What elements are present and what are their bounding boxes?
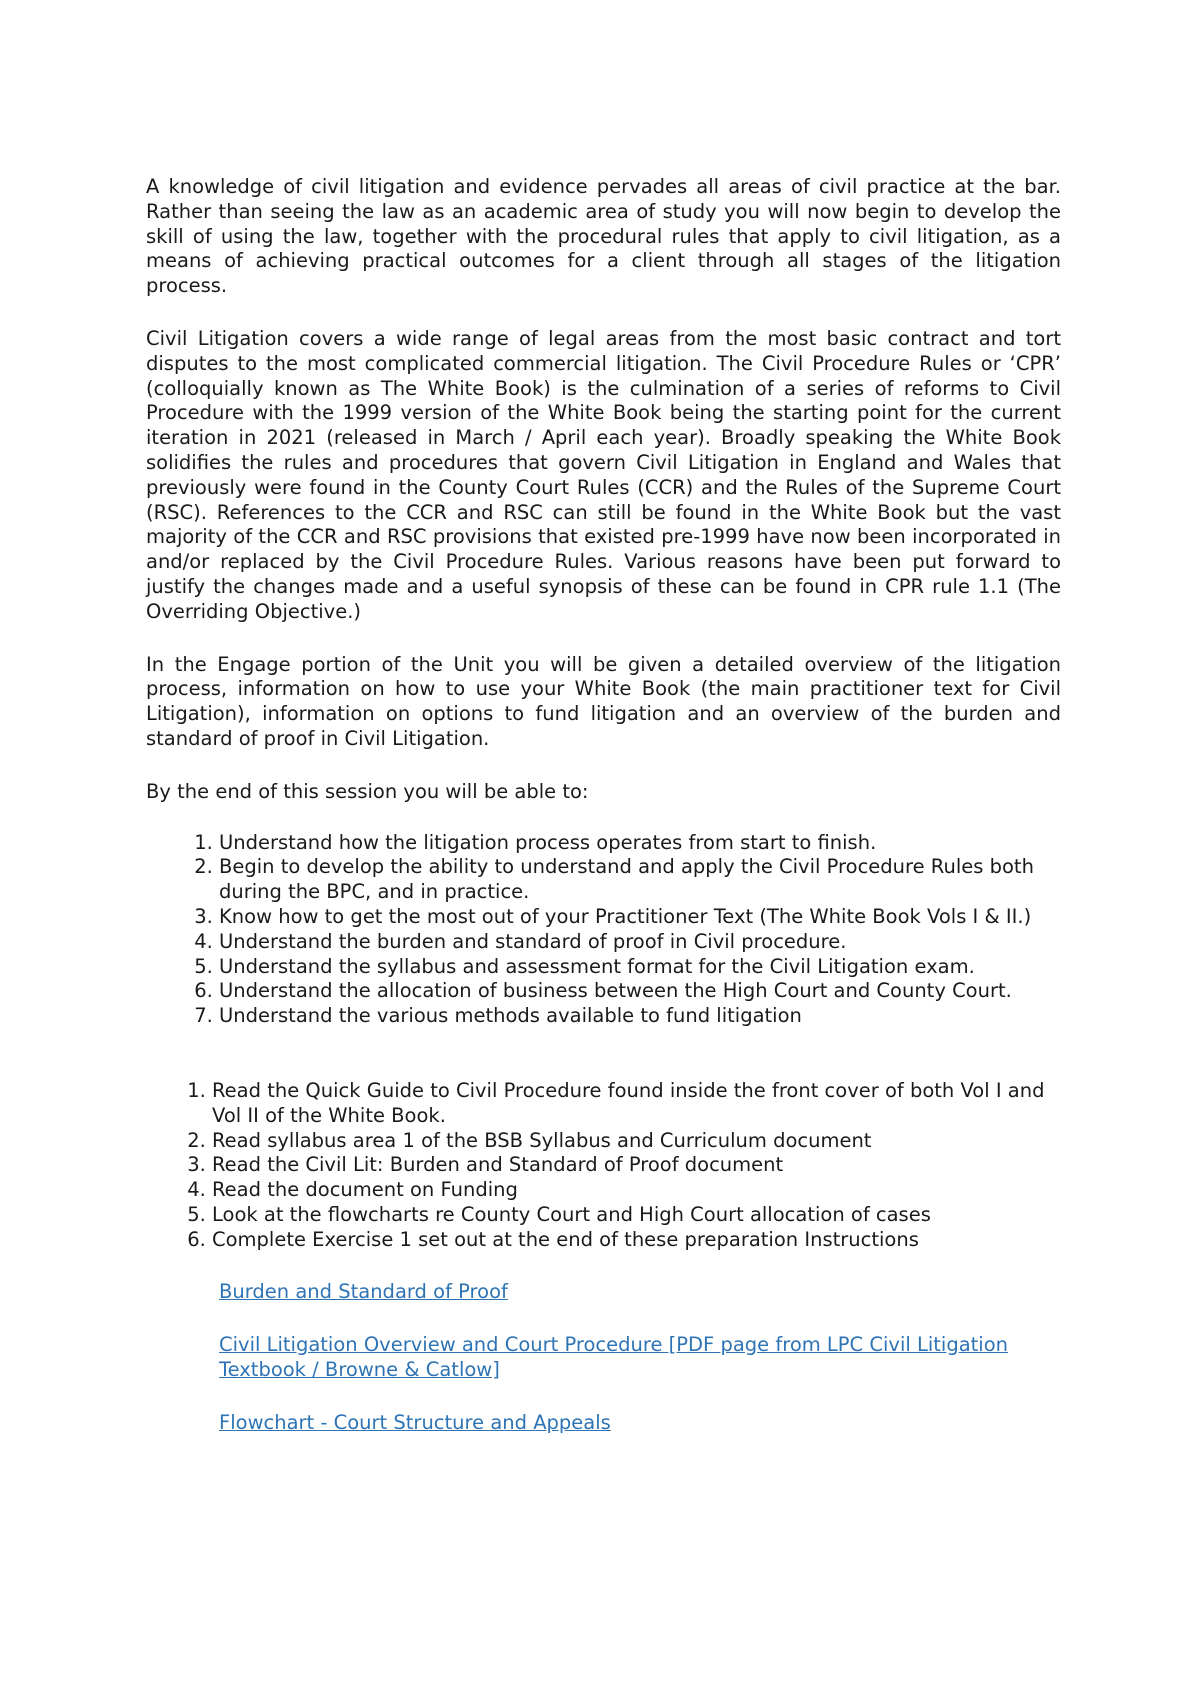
list-item: 3. Read the Civil Lit: Burden and Standard of Proof document (212, 1153, 1061, 1178)
list-item: 3. Know how to get the most out of your Practitioner Text (The White Book Vols I & II.) (219, 905, 1061, 930)
document-body (146, 175, 1061, 1464)
preparation-tasks-list (146, 1079, 1061, 1253)
list-item: 5. Understand the syllabus and assessment format for the Civil Litigation exam. (219, 955, 1061, 980)
paragraph-civil-litigation: Civil Litigation covers a wide range of legal areas from the most basic contract and tort disputes to the most complicated commercial litigation. The Civil Procedure Rules or ‘CPR’ (colloquially known as The White Book) is the culmination of a series of reforms to Civil Procedure with the 1999 version of the White Book being the starting point for the current iteration in 2021 (released in March / April each year). Broadly speaking the White Book solidifies the rules and procedures that govern Civil Litigation in England and Wales that previously were found in the County Court Rules (CCR) and the Rules of the Supreme Court (RSC). References to the CCR and RSC can still be found in the White Book but the vast majority of the CCR and RSC provisions that existed pre-1999 have now been incorporated in and/or replaced by the Civil Procedure Rules. Various reasons have been put forward to justify the changes made and a useful synopsis of these can be found in CPR rule 1.1 (The Overriding Objective.) (146, 326, 1061, 623)
list-item: 6. Understand the allocation of business between the High Court and County Court. (219, 979, 1061, 1004)
list-item: 1. Understand how the litigation process operates from start to finish. (219, 831, 1061, 856)
list-item: 4. Understand the burden and standard of proof in Civil procedure. (219, 930, 1061, 955)
link-civil-litigation-overview[interactable]: Civil Litigation Overview and Court Procedure [PDF page from LPC Civil Litigation Textbook / Browne & Catlow] (219, 1333, 1009, 1382)
learning-outcomes-list (146, 831, 1061, 1029)
list-item: 4. Read the document on Funding (212, 1178, 1061, 1203)
list-item: 6. Complete Exercise 1 set out at the end of these preparation Instructions (212, 1228, 1061, 1253)
paragraph-engage: In the Engage portion of the Unit you will be given a detailed overview of the litigation process, information on how to use your White Book (the main practitioner text for Civil Litigation), information on options to fund litigation and an overview of the burden and standard of proof in Civil Litigation. (146, 652, 1061, 750)
link-flowchart-court-structure[interactable]: Flowchart - Court Structure and Appeals (219, 1410, 611, 1434)
list-item: 5. Look at the flowcharts re County Court and High Court allocation of cases (212, 1203, 1061, 1228)
list-item: 2. Read syllabus area 1 of the BSB Syllabus and Curriculum document (212, 1129, 1061, 1154)
list-item: 7. Understand the various methods available to fund litigation (219, 1004, 1061, 1029)
link-burden-standard-proof[interactable]: Burden and Standard of Proof (219, 1280, 508, 1304)
resource-links (146, 1280, 1061, 1435)
list-item: 1. Read the Quick Guide to Civil Procedure found inside the front cover of both Vol I and Vol II of the White Book. (212, 1079, 1061, 1129)
paragraph-intro: A knowledge of civil litigation and evidence pervades all areas of civil practice at the bar. Rather than seeing the law as an academic area of study you will now begin to develop the skill of using the law, together with the procedural rules that apply to civil litigation, as a means of achieving practical outcomes for a client through all stages of the litigation process. (146, 175, 1061, 298)
list-item: 2. Begin to develop the ability to understand and apply the Civil Procedure Rules both during the BPC, and in practice. (219, 855, 1061, 905)
outcomes-intro: By the end of this session you will be able to: (146, 779, 589, 803)
